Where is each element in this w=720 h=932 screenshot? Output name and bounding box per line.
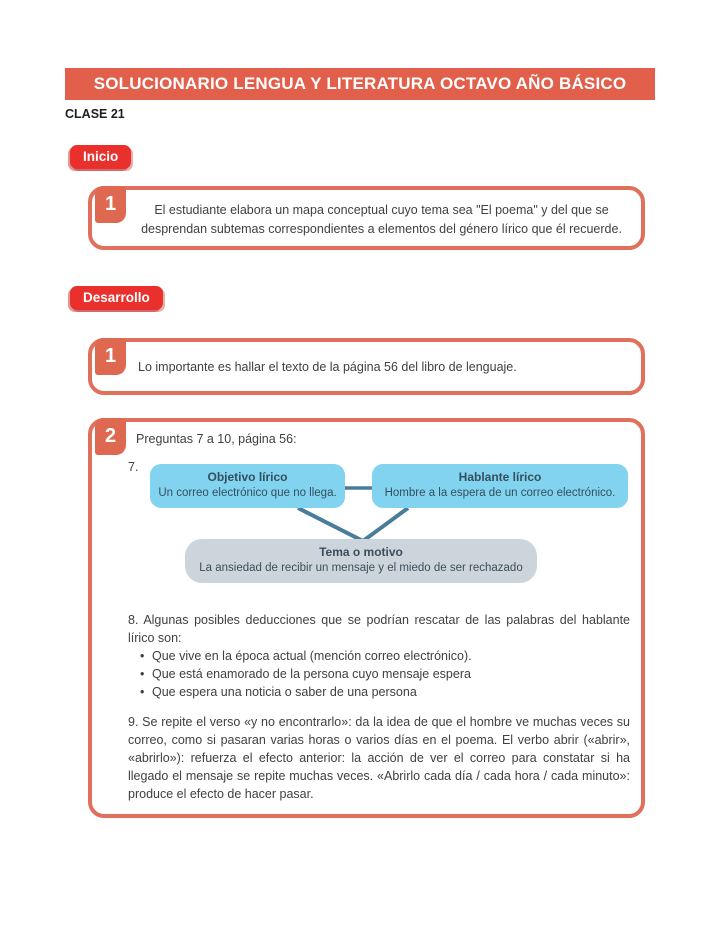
concept-map-node-objeto-lirico [150,464,345,508]
item-8-text: 8. Algunas posibles deducciones que se podrían rescatar de las palabras del hablante lírico son: [128,613,630,645]
node-title: Objetivo lírico [207,470,288,484]
item-7-label: 7. [128,460,139,474]
answer-number-badge: 2 [95,418,126,455]
concept-map-node-tema-o-motivo [185,539,537,583]
bullet-item [140,683,630,701]
desarrollo-answer-box-2 [88,418,645,818]
answer-number-badge: 1 [95,338,126,375]
item-8-answer [128,611,630,701]
page-title: SOLUCIONARIO LENGUA Y LITERATURA OCTAVO AÑO BÁSICO [65,68,655,100]
bullet-text: Que espera una noticia o saber de una persona [152,685,417,699]
bullet-dot: • [140,667,145,681]
item-8-bullet-list [128,647,630,701]
bullet-text: Que está enamorado de la persona cuyo mensaje espera [152,667,471,681]
item-9-answer: 9. Se repite el verso «y no encontrarlo»: da la idea de que el hombre ve muchas veces su correo, como si pasaran varias horas o varios días en el poema. El verbo abrir («abrir», «abrirlo»): refuerza el efecto anterior: la acción de ver el correo para constatar si ha llegado el mensaje se repite muchas veces. «Abrirlo cada día / cada hora / cada minuto»: produce el efecto de hacer pasar. [128,715,630,801]
node-title: Hablante lírico [458,470,542,484]
node-text: Hombre a la espera de un correo electrónico. [384,487,616,499]
bullet-item [140,665,630,683]
questions-range-text: Preguntas 7 a 10, página 56: [136,432,297,446]
inicio-section-badge: Inicio [70,145,131,169]
inicio-answer-text: El estudiante elabora un mapa conceptual cuyo tema sea "El poema" y del que se desprendan subtemas correspondientes a elementos del género lírico que él recuerde. [141,203,622,236]
node-text: Un correo electrónico que no llega. [158,487,337,499]
bullet-text: Que vive en la época actual (mención correo electrónico). [152,649,472,663]
inicio-answer-box [88,186,645,250]
desarrollo-section-badge: Desarrollo [70,286,163,310]
bullet-dot: • [140,685,145,699]
bullet-item [140,647,630,665]
node-text: La ansiedad de recibir un mensaje y el miedo de ser rechazado [199,562,523,574]
answer-number-badge: 1 [95,186,126,223]
bullet-dot: • [140,649,145,663]
desarrollo-answer-box-1 [88,338,645,395]
clase-label: CLASE 21 [65,107,125,121]
desarrollo-answer-1-text: Lo importante es hallar el texto de la página 56 del libro de lenguaje. [138,359,517,374]
concept-map-node-hablante-lirico [372,464,628,508]
node-title: Tema o motivo [319,545,403,559]
